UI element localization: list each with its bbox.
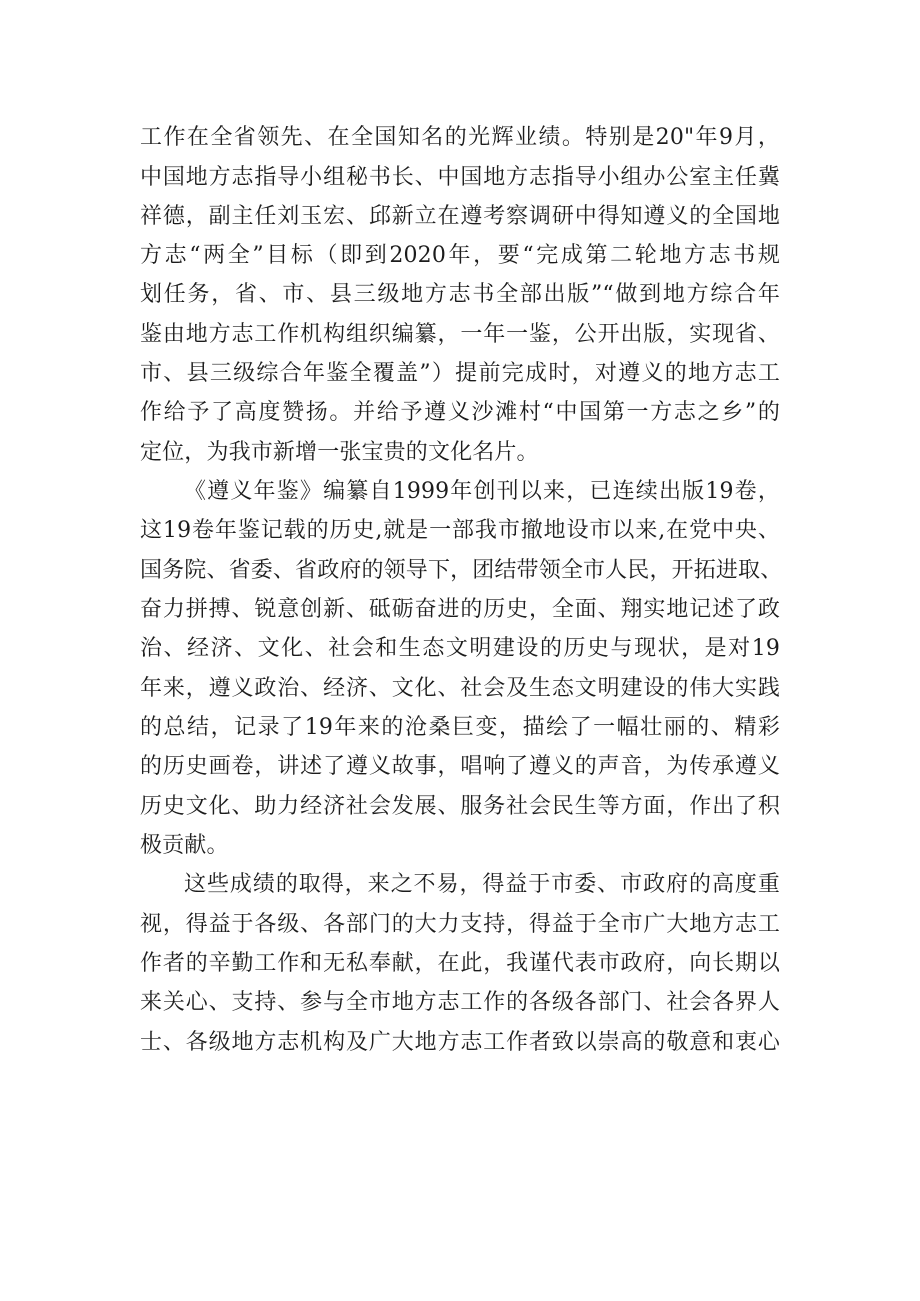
paragraph-line: 来关心、支持、参与全市地方志工作的各级各部门、社会各界人	[140, 990, 780, 1015]
paragraph-line: 国务院、省委、省政府的领导下，团结带领全市人民，开拓进取、	[140, 558, 783, 583]
paragraph-line: 方志“两全”目标（即到2020年，要“完成第二轮地方志书规	[140, 243, 780, 268]
paragraph-line: 作给予了高度赞扬。并给予遵义沙滩村“中国第一方志之乡”的	[140, 400, 780, 425]
paragraph-line: 市、县三级综合年鉴全覆盖”）提前完成时，对遵义的地方志工	[140, 361, 780, 386]
paragraph-line: 的历史画卷，讲述了遵义故事，唱响了遵义的声音，为传承遵义	[140, 754, 780, 779]
paragraph-last-line: 定位，为我市新增一张宝贵的文化名片。	[140, 440, 539, 465]
paragraph-line: 士、各级地方志机构及广大地方志工作者致以崇高的敬意和衷心	[140, 1030, 780, 1055]
paragraph-line: 鉴由地方志工作机构组织编纂，一年一鉴，公开出版，实现省、	[140, 322, 780, 347]
paragraph-first-line: 这些成绩的取得，来之不易，得益于市委、市政府的高度重	[184, 872, 780, 897]
paragraph-line: 治、经济、文化、社会和生态文明建设的历史与现状，是对19	[140, 636, 780, 661]
paragraph-line: 奋力拼搏、锐意创新、砥砺奋进的历史，全面、翔实地记述了政	[140, 597, 780, 622]
paragraph-line: 视，得益于各级、各部门的大力支持，得益于全市广大地方志工	[140, 912, 780, 937]
paragraph-line: 划任务，省、市、县三级地方志书全部出版”“做到地方综合年	[140, 282, 780, 307]
paragraph-last-line: 极贡献。	[140, 833, 229, 858]
paragraph-line: 中国地方志指导小组秘书长、中国地方志指导小组办公室主任冀	[140, 165, 780, 190]
paragraph-line: 作者的辛勤工作和无私奉献，在此，我谨代表市政府，向长期以	[140, 951, 780, 976]
paragraph-line: 祥德，副主任刘玉宏、邱新立在遵考察调研中得知遵义的全国地	[140, 204, 780, 229]
paragraph-line: 年来，遵义政治、经济、文化、社会及生态文明建设的伟大实践	[140, 676, 780, 701]
paragraph-line: 工作在全省领先、在全国知名的光辉业绩。特别是20"年9月，	[140, 125, 780, 150]
paragraph-line: 历史文化、助力经济社会发展、服务社会民生等方面，作出了积	[140, 794, 780, 819]
paragraph-first-line: 《遵义年鉴》编纂自1999年创刊以来，已连续出版19卷，	[184, 479, 780, 504]
paragraph-line: 这19卷年鉴记载的历史,就是一部我市撤地设市以来,在党中央、	[140, 518, 780, 543]
paragraph-line: 的总结，记录了19年来的沧桑巨变，描绘了一幅壮丽的、精彩	[140, 715, 780, 740]
